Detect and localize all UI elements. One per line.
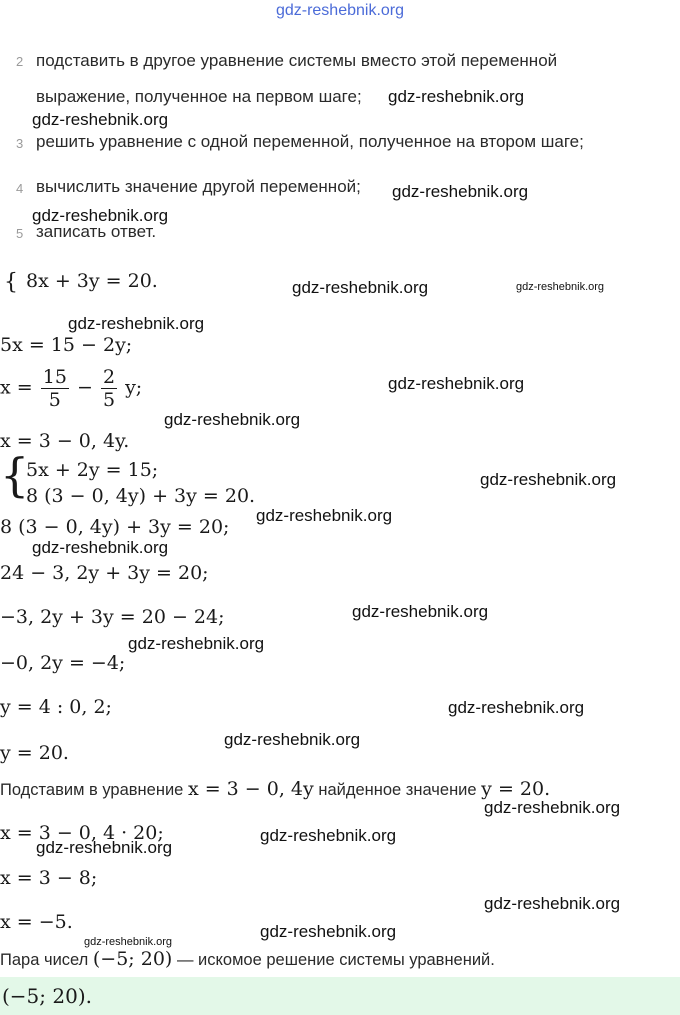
step-number-3: 3 <box>16 136 24 151</box>
equation-line-5: 24 − 3, 2y + 3y = 20; <box>0 562 209 584</box>
watermark: gdz-reshebnik.org <box>292 278 429 297</box>
watermark: gdz-reshebnik.org <box>260 826 397 845</box>
watermark: gdz-reshebnik.org <box>36 838 173 857</box>
fraction-numerator: 15 <box>42 366 67 388</box>
pair-sentence <box>0 948 495 970</box>
eq2-tail: y; <box>125 376 143 399</box>
watermark: gdz-reshebnik.org <box>32 538 169 557</box>
step-number-5: 5 <box>16 226 24 241</box>
equation-line-4: 8 (3 − 0, 4y) + 3y = 20; <box>0 516 230 538</box>
watermark: gdz-reshebnik.org <box>388 87 525 106</box>
pair-expression: (−5; 20) <box>92 948 173 970</box>
equation-line-1: 5x = 15 − 2y; <box>0 334 133 356</box>
eq2-lhs: x = <box>0 376 33 399</box>
eq2-operator: − <box>76 376 93 399</box>
equation-line-6: −3, 2y + 3y = 20 − 24; <box>0 606 225 628</box>
watermark: gdz-reshebnik.org <box>484 894 621 913</box>
substitution-sentence <box>0 778 550 800</box>
system2-equation-1: 5x + 2y = 15; <box>26 459 159 481</box>
sub-pre: Подставим в уравнение <box>0 781 184 799</box>
watermark: gdz-reshebnik.org <box>128 634 265 653</box>
equation-line-3: x = 3 − 0, 4y. <box>0 430 130 452</box>
fraction-numerator: 2 <box>102 366 116 388</box>
watermark: gdz-reshebnik.org <box>164 410 301 429</box>
step-5-text: записать ответ. <box>36 222 157 241</box>
system-equation-2: 8x + 3y = 20. <box>26 270 158 292</box>
watermark: gdz-reshebnik.org <box>32 206 169 225</box>
watermark: gdz-reshebnik.org <box>84 936 173 948</box>
sub-expression: x = 3 − 0, 4y <box>187 778 314 800</box>
step-number-2: 2 <box>16 54 24 69</box>
brace-fragment: { <box>4 270 18 295</box>
fraction-denominator: 5 <box>102 389 116 411</box>
equation-line-7: −0, 2y = −4; <box>0 652 126 674</box>
watermark: gdz-reshebnik.org <box>448 698 585 717</box>
step-number-4: 4 <box>16 181 24 196</box>
watermark: gdz-reshebnik.org <box>480 470 617 489</box>
watermark: gdz-reshebnik.org <box>352 602 489 621</box>
fraction-2-5 <box>101 366 117 411</box>
fraction-15-5 <box>41 366 69 411</box>
watermark: gdz-reshebnik.org <box>388 374 525 393</box>
watermark: gdz-reshebnik.org <box>516 281 605 293</box>
fraction-denominator: 5 <box>48 389 61 411</box>
watermark: gdz-reshebnik.org <box>392 182 529 201</box>
watermark: gdz-reshebnik.org <box>260 922 397 941</box>
step-2-line2: выражение, полученное на первом шаге; <box>36 87 362 106</box>
equation-line-9: y = 20. <box>0 742 69 764</box>
watermark: gdz-reshebnik.org <box>68 314 205 333</box>
watermark: gdz-reshebnik.org <box>484 798 621 817</box>
answer-box <box>0 977 680 1015</box>
equation-line-12: x = −5. <box>0 911 73 933</box>
equation-line-8: y = 4 : 0, 2; <box>0 696 112 718</box>
pair-pre: Пара чисел <box>0 951 89 969</box>
system-brace: { <box>0 448 30 502</box>
step-4-text: вычислить значение другой переменной; <box>36 177 361 196</box>
sub-mid: найденное значение <box>318 781 477 799</box>
answer-text: (−5; 20). <box>2 984 92 1008</box>
watermark: gdz-reshebnik.org <box>224 730 361 749</box>
site-link[interactable]: gdz-reshebnik.org <box>275 2 405 19</box>
step-2-line1: подставить в другое уравнение системы вместо этой переменной <box>36 51 558 70</box>
equation-line-10: x = 3 − 0, 4 · 20; <box>0 822 164 844</box>
sub-value: y = 20. <box>481 778 551 800</box>
equation-line-11: x = 3 − 8; <box>0 867 98 889</box>
watermark: gdz-reshebnik.org <box>256 506 393 525</box>
pair-post: — искомое решение системы уравнений. <box>176 951 495 969</box>
equation-line-2 <box>0 366 142 411</box>
watermark: gdz-reshebnik.org <box>32 110 169 129</box>
step-3-text: решить уравнение с одной переменной, полученное на втором шаге; <box>36 132 584 151</box>
system2-equation-2: 8 (3 − 0, 4y) + 3y = 20. <box>26 485 256 507</box>
